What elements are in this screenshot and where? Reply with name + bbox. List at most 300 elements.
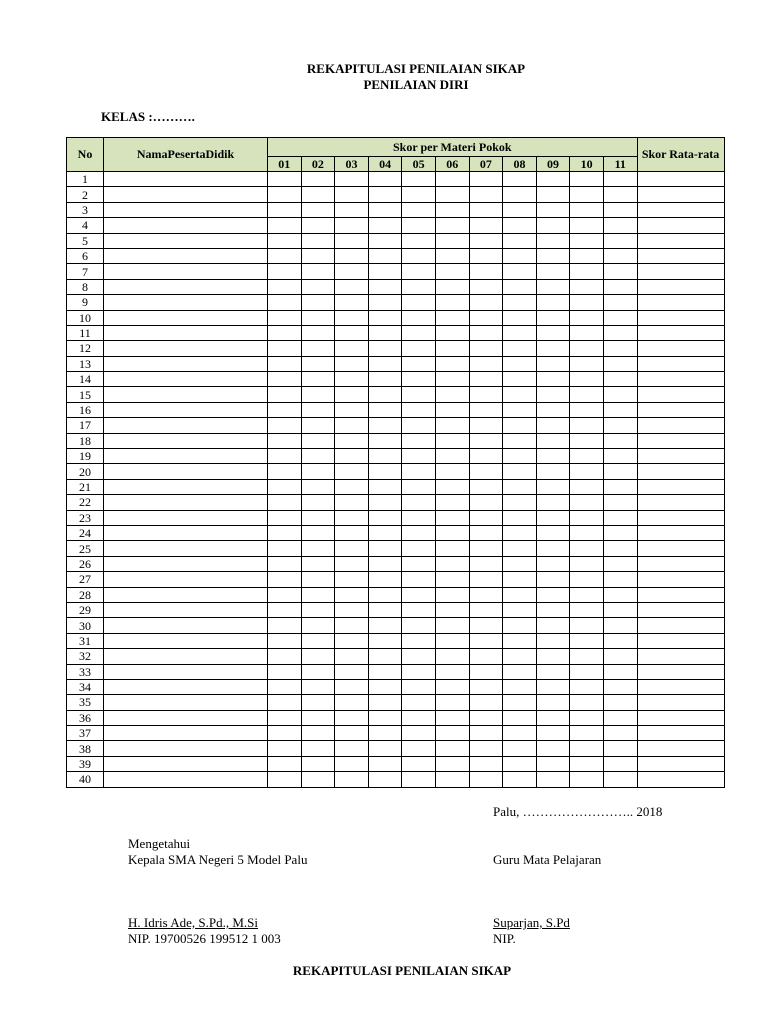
score-cell-06 xyxy=(435,556,469,571)
score-cell-10 xyxy=(570,679,604,694)
score-cell-02 xyxy=(301,664,335,679)
score-cell-10 xyxy=(570,756,604,771)
score-cell-10 xyxy=(570,264,604,279)
score-cell-10 xyxy=(570,372,604,387)
score-cell-02 xyxy=(301,202,335,217)
score-cell-04 xyxy=(368,741,402,756)
score-cell-04 xyxy=(368,372,402,387)
average-score-cell xyxy=(637,510,724,525)
table-row xyxy=(67,372,725,387)
average-score-cell xyxy=(637,264,724,279)
table-row xyxy=(67,248,725,263)
score-cell-03 xyxy=(335,356,369,371)
score-cell-09 xyxy=(536,695,570,710)
document-subtitle: PENILAIAN DIRI xyxy=(363,77,469,92)
score-cell-05 xyxy=(402,756,436,771)
score-cell-01 xyxy=(268,756,302,771)
table-row xyxy=(67,710,725,725)
score-cell-06 xyxy=(435,756,469,771)
score-cell-11 xyxy=(603,756,637,771)
score-cell-01 xyxy=(268,264,302,279)
score-cell-06 xyxy=(435,310,469,325)
row-number: 15 xyxy=(67,387,104,402)
score-cell-04 xyxy=(368,649,402,664)
table-row xyxy=(67,295,725,310)
score-cell-10 xyxy=(570,772,604,787)
score-cell-02 xyxy=(301,295,335,310)
score-cell-10 xyxy=(570,710,604,725)
student-name-cell xyxy=(104,741,268,756)
score-cell-04 xyxy=(368,679,402,694)
student-name-cell xyxy=(104,433,268,448)
score-cell-09 xyxy=(536,541,570,556)
score-cell-10 xyxy=(570,172,604,187)
score-cell-11 xyxy=(603,695,637,710)
score-cell-09 xyxy=(536,679,570,694)
student-name-cell xyxy=(104,449,268,464)
score-cell-01 xyxy=(268,341,302,356)
score-cell-05 xyxy=(402,726,436,741)
score-cell-04 xyxy=(368,479,402,494)
score-cell-03 xyxy=(335,479,369,494)
score-cell-03 xyxy=(335,372,369,387)
student-name-cell xyxy=(104,572,268,587)
score-cell-05 xyxy=(402,510,436,525)
score-cell-11 xyxy=(603,464,637,479)
score-cell-07 xyxy=(469,341,503,356)
score-cell-03 xyxy=(335,556,369,571)
score-cell-06 xyxy=(435,202,469,217)
table-row xyxy=(67,233,725,248)
score-cell-02 xyxy=(301,633,335,648)
score-cell-11 xyxy=(603,556,637,571)
score-cell-10 xyxy=(570,695,604,710)
row-number: 4 xyxy=(67,218,104,233)
table-row xyxy=(67,756,725,771)
table-row xyxy=(67,310,725,325)
score-cell-08 xyxy=(503,679,537,694)
score-cell-04 xyxy=(368,295,402,310)
score-cell-05 xyxy=(402,218,436,233)
table-row xyxy=(67,449,725,464)
score-cell-07 xyxy=(469,233,503,248)
score-cell-03 xyxy=(335,202,369,217)
score-cell-07 xyxy=(469,479,503,494)
score-cell-06 xyxy=(435,325,469,340)
score-cell-07 xyxy=(469,402,503,417)
score-cell-02 xyxy=(301,187,335,202)
score-cell-04 xyxy=(368,495,402,510)
average-score-cell xyxy=(637,418,724,433)
score-cell-09 xyxy=(536,187,570,202)
score-cell-05 xyxy=(402,264,436,279)
score-cell-06 xyxy=(435,372,469,387)
score-cell-05 xyxy=(402,372,436,387)
table-header xyxy=(67,138,725,172)
student-name-cell xyxy=(104,525,268,540)
row-number: 25 xyxy=(67,541,104,556)
score-cell-02 xyxy=(301,649,335,664)
student-name-cell xyxy=(104,618,268,633)
score-cell-06 xyxy=(435,726,469,741)
score-cell-02 xyxy=(301,172,335,187)
score-cell-09 xyxy=(536,756,570,771)
row-number: 24 xyxy=(67,525,104,540)
score-cell-03 xyxy=(335,310,369,325)
score-cell-07 xyxy=(469,726,503,741)
score-cell-04 xyxy=(368,726,402,741)
score-cell-08 xyxy=(503,572,537,587)
score-cell-02 xyxy=(301,248,335,263)
average-score-cell xyxy=(637,741,724,756)
score-cell-03 xyxy=(335,587,369,602)
score-cell-01 xyxy=(268,279,302,294)
score-cell-09 xyxy=(536,433,570,448)
average-score-cell xyxy=(637,649,724,664)
score-cell-10 xyxy=(570,464,604,479)
table-row xyxy=(67,602,725,617)
principal-role: Kepala SMA Negeri 5 Model Palu xyxy=(128,852,308,867)
score-cell-09 xyxy=(536,556,570,571)
table-row xyxy=(67,264,725,279)
table-row xyxy=(67,679,725,694)
score-cell-01 xyxy=(268,479,302,494)
score-cell-11 xyxy=(603,279,637,294)
score-cell-10 xyxy=(570,325,604,340)
teacher-nip: NIP. xyxy=(493,931,516,946)
average-score-cell xyxy=(637,248,724,263)
score-cell-07 xyxy=(469,356,503,371)
score-cell-10 xyxy=(570,248,604,263)
score-cell-08 xyxy=(503,772,537,787)
average-score-cell xyxy=(637,618,724,633)
score-cell-01 xyxy=(268,187,302,202)
student-name-cell xyxy=(104,710,268,725)
row-number: 28 xyxy=(67,587,104,602)
student-name-cell xyxy=(104,387,268,402)
assessment-table xyxy=(66,137,725,788)
score-cell-07 xyxy=(469,649,503,664)
score-cell-07 xyxy=(469,279,503,294)
score-cell-01 xyxy=(268,710,302,725)
score-cell-09 xyxy=(536,310,570,325)
score-cell-07 xyxy=(469,556,503,571)
score-cell-11 xyxy=(603,295,637,310)
score-cell-06 xyxy=(435,172,469,187)
score-cell-09 xyxy=(536,602,570,617)
score-cell-07 xyxy=(469,695,503,710)
score-cell-07 xyxy=(469,264,503,279)
score-cell-06 xyxy=(435,587,469,602)
score-cell-11 xyxy=(603,310,637,325)
score-cell-11 xyxy=(603,418,637,433)
score-cell-08 xyxy=(503,449,537,464)
materi-header-01: 01 xyxy=(268,157,302,172)
score-cell-03 xyxy=(335,772,369,787)
table-row xyxy=(67,172,725,187)
student-name-cell xyxy=(104,310,268,325)
score-cell-06 xyxy=(435,433,469,448)
score-cell-02 xyxy=(301,726,335,741)
student-name-cell xyxy=(104,556,268,571)
score-cell-11 xyxy=(603,248,637,263)
score-cell-10 xyxy=(570,602,604,617)
score-cell-03 xyxy=(335,495,369,510)
average-score-cell xyxy=(637,679,724,694)
score-cell-07 xyxy=(469,325,503,340)
average-score-cell xyxy=(637,572,724,587)
score-cell-03 xyxy=(335,187,369,202)
score-cell-10 xyxy=(570,356,604,371)
score-cell-03 xyxy=(335,418,369,433)
score-cell-05 xyxy=(402,710,436,725)
score-cell-02 xyxy=(301,679,335,694)
score-cell-02 xyxy=(301,602,335,617)
score-cell-08 xyxy=(503,372,537,387)
average-score-cell xyxy=(637,525,724,540)
average-score-cell xyxy=(637,356,724,371)
student-name-cell xyxy=(104,325,268,340)
average-score-cell xyxy=(637,310,724,325)
score-cell-06 xyxy=(435,402,469,417)
student-name-cell xyxy=(104,279,268,294)
score-cell-09 xyxy=(536,587,570,602)
average-score-cell xyxy=(637,449,724,464)
row-number: 27 xyxy=(67,572,104,587)
average-score-cell xyxy=(637,295,724,310)
row-number: 16 xyxy=(67,402,104,417)
student-name-cell xyxy=(104,772,268,787)
row-number: 10 xyxy=(67,310,104,325)
score-cell-03 xyxy=(335,295,369,310)
student-name-cell xyxy=(104,233,268,248)
score-cell-05 xyxy=(402,325,436,340)
score-cell-03 xyxy=(335,279,369,294)
score-cell-02 xyxy=(301,418,335,433)
score-cell-09 xyxy=(536,510,570,525)
score-cell-08 xyxy=(503,218,537,233)
score-cell-10 xyxy=(570,649,604,664)
score-cell-01 xyxy=(268,602,302,617)
table-row xyxy=(67,556,725,571)
score-cell-10 xyxy=(570,541,604,556)
table-row xyxy=(67,341,725,356)
score-cell-01 xyxy=(268,325,302,340)
score-cell-03 xyxy=(335,679,369,694)
score-cell-07 xyxy=(469,172,503,187)
score-cell-10 xyxy=(570,741,604,756)
score-cell-06 xyxy=(435,679,469,694)
score-cell-05 xyxy=(402,587,436,602)
score-cell-07 xyxy=(469,710,503,725)
score-cell-11 xyxy=(603,387,637,402)
score-cell-11 xyxy=(603,602,637,617)
score-cell-08 xyxy=(503,279,537,294)
score-cell-07 xyxy=(469,587,503,602)
score-cell-03 xyxy=(335,510,369,525)
average-score-cell xyxy=(637,202,724,217)
student-name-cell xyxy=(104,664,268,679)
score-cell-04 xyxy=(368,356,402,371)
student-name-cell xyxy=(104,541,268,556)
score-cell-07 xyxy=(469,756,503,771)
score-cell-01 xyxy=(268,649,302,664)
score-cell-01 xyxy=(268,495,302,510)
score-cell-03 xyxy=(335,525,369,540)
table-row xyxy=(67,418,725,433)
score-cell-07 xyxy=(469,679,503,694)
score-cell-01 xyxy=(268,295,302,310)
score-cell-08 xyxy=(503,479,537,494)
score-cell-11 xyxy=(603,741,637,756)
row-number: 5 xyxy=(67,233,104,248)
score-cell-10 xyxy=(570,295,604,310)
table-row xyxy=(67,633,725,648)
score-cell-11 xyxy=(603,525,637,540)
student-name-cell xyxy=(104,695,268,710)
row-number: 7 xyxy=(67,264,104,279)
score-cell-08 xyxy=(503,325,537,340)
student-name-cell xyxy=(104,756,268,771)
score-cell-08 xyxy=(503,510,537,525)
score-cell-04 xyxy=(368,464,402,479)
score-cell-04 xyxy=(368,772,402,787)
score-cell-06 xyxy=(435,218,469,233)
score-cell-05 xyxy=(402,741,436,756)
score-cell-04 xyxy=(368,187,402,202)
score-cell-06 xyxy=(435,264,469,279)
score-cell-01 xyxy=(268,248,302,263)
score-cell-05 xyxy=(402,295,436,310)
score-cell-08 xyxy=(503,741,537,756)
materi-header-02: 02 xyxy=(301,157,335,172)
score-cell-11 xyxy=(603,633,637,648)
score-cell-10 xyxy=(570,618,604,633)
score-cell-10 xyxy=(570,279,604,294)
score-cell-03 xyxy=(335,541,369,556)
student-name-cell xyxy=(104,402,268,417)
score-cell-01 xyxy=(268,525,302,540)
score-cell-01 xyxy=(268,541,302,556)
score-cell-05 xyxy=(402,556,436,571)
score-cell-01 xyxy=(268,556,302,571)
score-cell-06 xyxy=(435,495,469,510)
score-cell-04 xyxy=(368,449,402,464)
score-cell-04 xyxy=(368,418,402,433)
student-name-cell xyxy=(104,495,268,510)
score-cell-05 xyxy=(402,248,436,263)
score-cell-03 xyxy=(335,633,369,648)
score-cell-09 xyxy=(536,341,570,356)
score-cell-04 xyxy=(368,510,402,525)
score-cell-06 xyxy=(435,618,469,633)
score-cell-01 xyxy=(268,172,302,187)
score-cell-02 xyxy=(301,372,335,387)
score-cell-07 xyxy=(469,525,503,540)
score-cell-04 xyxy=(368,664,402,679)
row-number: 40 xyxy=(67,772,104,787)
table-row xyxy=(67,726,725,741)
score-cell-08 xyxy=(503,464,537,479)
score-cell-01 xyxy=(268,402,302,417)
score-cell-11 xyxy=(603,710,637,725)
principal-nip: NIP. 19700526 199512 1 003 xyxy=(128,931,281,946)
score-cell-06 xyxy=(435,741,469,756)
score-cell-05 xyxy=(402,433,436,448)
score-cell-11 xyxy=(603,218,637,233)
score-cell-07 xyxy=(469,772,503,787)
score-cell-01 xyxy=(268,772,302,787)
score-cell-04 xyxy=(368,572,402,587)
row-number: 1 xyxy=(67,172,104,187)
score-cell-03 xyxy=(335,341,369,356)
score-cell-06 xyxy=(435,510,469,525)
score-cell-05 xyxy=(402,279,436,294)
score-cell-11 xyxy=(603,679,637,694)
score-cell-11 xyxy=(603,726,637,741)
table-row xyxy=(67,279,725,294)
score-cell-07 xyxy=(469,633,503,648)
score-cell-02 xyxy=(301,710,335,725)
score-cell-10 xyxy=(570,556,604,571)
row-number: 30 xyxy=(67,618,104,633)
score-cell-09 xyxy=(536,202,570,217)
average-score-cell xyxy=(637,556,724,571)
student-name-cell xyxy=(104,510,268,525)
score-cell-07 xyxy=(469,602,503,617)
score-cell-11 xyxy=(603,495,637,510)
score-cell-11 xyxy=(603,510,637,525)
score-cell-01 xyxy=(268,572,302,587)
score-cell-06 xyxy=(435,233,469,248)
table-row xyxy=(67,572,725,587)
score-cell-09 xyxy=(536,387,570,402)
score-cell-11 xyxy=(603,449,637,464)
table-row xyxy=(67,525,725,540)
score-cell-10 xyxy=(570,479,604,494)
score-cell-07 xyxy=(469,464,503,479)
table-row xyxy=(67,464,725,479)
score-cell-02 xyxy=(301,233,335,248)
table-row xyxy=(67,202,725,217)
score-cell-06 xyxy=(435,418,469,433)
score-cell-06 xyxy=(435,602,469,617)
score-cell-03 xyxy=(335,695,369,710)
score-cell-08 xyxy=(503,433,537,448)
score-cell-11 xyxy=(603,541,637,556)
score-cell-04 xyxy=(368,710,402,725)
row-number: 6 xyxy=(67,248,104,263)
score-cell-11 xyxy=(603,187,637,202)
score-cell-10 xyxy=(570,387,604,402)
score-cell-06 xyxy=(435,248,469,263)
student-name-cell xyxy=(104,218,268,233)
score-cell-06 xyxy=(435,187,469,202)
table-row xyxy=(67,479,725,494)
table-row xyxy=(67,325,725,340)
teacher-name: Suparjan, S.Pd xyxy=(493,915,570,930)
score-cell-01 xyxy=(268,464,302,479)
row-number: 8 xyxy=(67,279,104,294)
score-cell-04 xyxy=(368,248,402,263)
score-cell-03 xyxy=(335,602,369,617)
average-score-cell xyxy=(637,726,724,741)
score-cell-05 xyxy=(402,233,436,248)
table-row xyxy=(67,495,725,510)
score-cell-05 xyxy=(402,649,436,664)
score-cell-08 xyxy=(503,310,537,325)
score-cell-04 xyxy=(368,172,402,187)
